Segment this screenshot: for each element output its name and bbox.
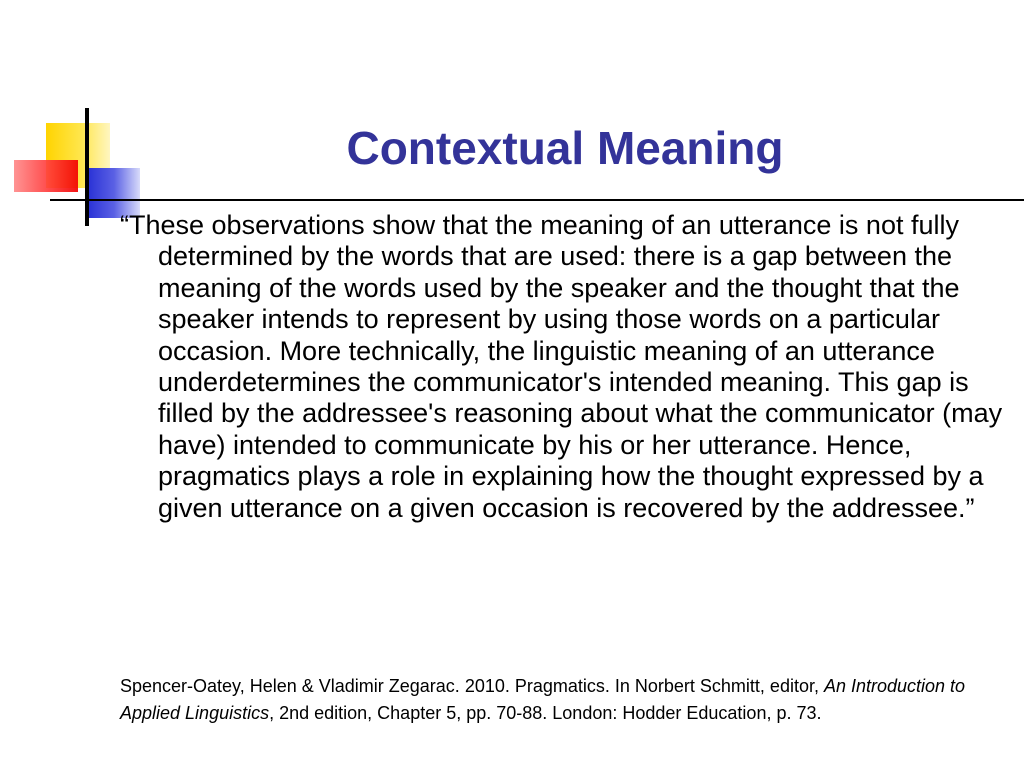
title-divider bbox=[50, 199, 1024, 201]
citation-book-title: An Introduction to Applied Linguistics bbox=[120, 676, 966, 723]
citation bbox=[120, 673, 980, 727]
citation-text: Spencer-Oatey, Helen & Vladimir Zegarac. 2010. Pragmatics. In Norbert Schmitt, editor, bbox=[120, 676, 824, 696]
slide-title: Contextual Meaning bbox=[346, 122, 784, 174]
red-bar-shape bbox=[14, 160, 78, 192]
vertical-rule bbox=[85, 108, 89, 226]
citation-details: , 2nd edition, Chapter 5, pp. 70-88. London: Hodder Education, p. 73. bbox=[269, 703, 822, 723]
quote-text: “These observations show that the meaning of an utterance is not fully determined by the words that are used: there is a gap between the meaning of the words used by the speaker and the thought that the speaker intends to represent by using those words on a particular occasion. More technically, the linguistic meaning of an utterance underdetermines the communicator's intended meaning. This gap is filled by the addressee's reasoning about what the communicator (may have) intended to communicate by his or her utterance. Hence, pragmatics plays a role in explaining how the thought expressed by a given utterance on a given occasion is recovered by the addressee.” bbox=[120, 210, 1003, 523]
decorative-logo bbox=[0, 0, 160, 240]
